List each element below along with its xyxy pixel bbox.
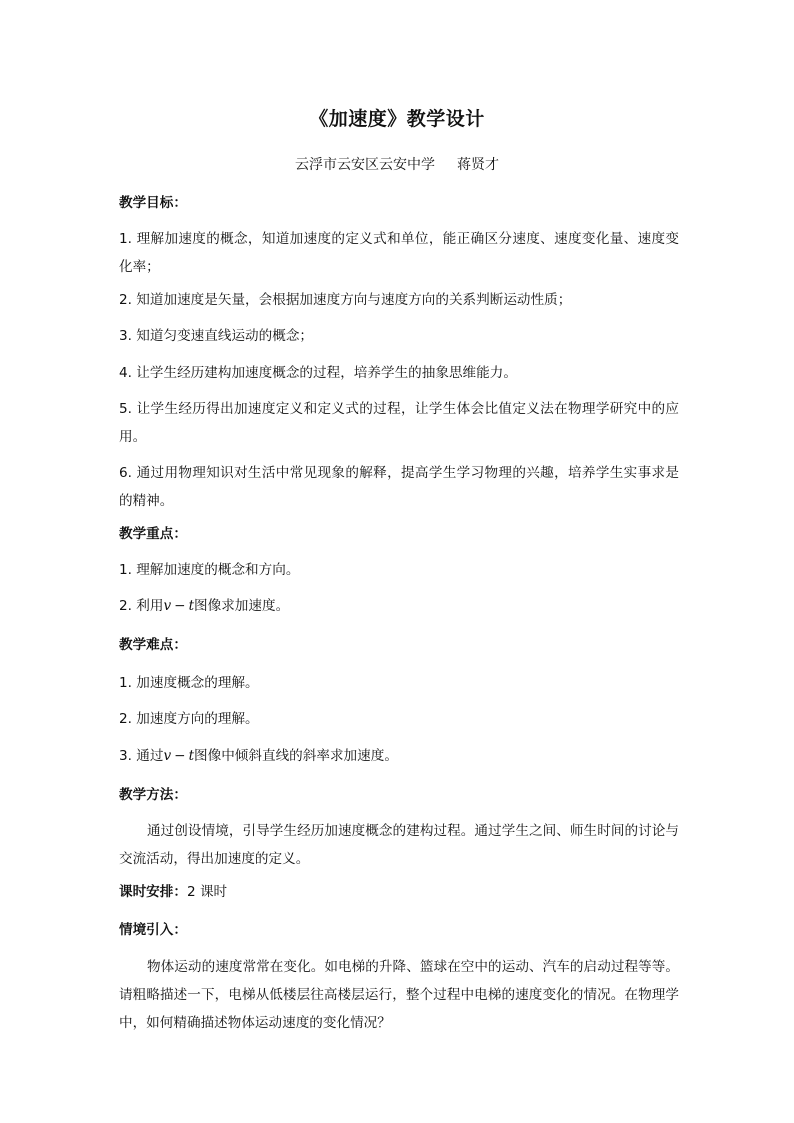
math-v: v <box>163 598 172 614</box>
objectives-heading: 教学目标： <box>119 195 187 211</box>
objective-item-3: 3. 知道匀变速直线运动的概念； <box>119 328 314 344</box>
difficulties-heading: 教学难点： <box>119 637 187 653</box>
difficulty-item-3-prefix: 3. 通过 <box>119 748 164 764</box>
objective-item-2: 2. 知道加速度是矢量，会根据加速度方向与速度方向的关系判断运动性质； <box>119 292 572 308</box>
schedule-line <box>119 882 679 902</box>
math-minus: − <box>174 598 186 614</box>
math-minus: − <box>174 748 186 764</box>
author-name: 蒋贤才 <box>457 157 499 173</box>
difficulty-item-3-suffix: 图像中倾斜直线的斜率求加速度。 <box>194 748 398 764</box>
key-point-item-2 <box>119 596 679 616</box>
methods-text: 通过创设情境，引导学生经历加速度概念的建构过程。通过学生之间、师生时间的讨论与交流活动，得出加速度的定义。 <box>119 823 679 867</box>
objective-item-6: 6. 通过用物理知识对生活中常见现象的解释，提高学生学习物理的兴趣，培养学生实事求是的精神。 <box>119 465 679 509</box>
objective-item-5: 5. 让学生经历得出加速度定义和定义式的过程，让学生体会比值定义法在物理学研究中的应用。 <box>119 401 679 445</box>
vt-formula <box>163 748 194 764</box>
math-t: t <box>188 598 195 614</box>
difficulty-item-1: 1. 加速度概念的理解。 <box>119 675 259 691</box>
objective-item-1: 1. 理解加速度的概念，知道加速度的定义式和单位，能正确区分速度、速度变化量、速度变化率； <box>119 231 679 275</box>
author-line <box>0 154 794 174</box>
document-title: 《加速度》教学设计 <box>309 108 485 130</box>
intro-heading: 情境引入： <box>119 922 187 938</box>
key-point-item-1: 1. 理解加速度的概念和方向。 <box>119 562 300 578</box>
vt-formula <box>163 598 194 614</box>
difficulty-item-2: 2. 加速度方向的理解。 <box>119 711 259 727</box>
math-v: v <box>163 748 172 764</box>
key-points-heading: 教学重点： <box>119 526 187 542</box>
key-point-item-2-prefix: 2. 利用 <box>119 598 164 614</box>
schedule-label: 课时安排： <box>119 884 187 900</box>
author-school: 云浮市云安区云安中学 <box>295 157 435 173</box>
math-t: t <box>188 748 195 764</box>
objective-item-4: 4. 让学生经历建构加速度概念的过程，培养学生的抽象思维能力。 <box>119 365 517 381</box>
key-point-item-2-suffix: 图像求加速度。 <box>194 598 290 614</box>
difficulty-item-3 <box>119 746 679 766</box>
methods-heading: 教学方法： <box>119 787 187 803</box>
schedule-value: 2 课时 <box>186 884 228 900</box>
intro-text: 物体运动的速度常常在变化。如电梯的升降、篮球在空中的运动、汽车的启动过程等等。请粗略描述一下，电梯从低楼层往高楼层运行，整个过程中电梯的速度变化的情况。在物理学中，如何精确描述物体运动速度的变化情况？ <box>119 959 679 1031</box>
